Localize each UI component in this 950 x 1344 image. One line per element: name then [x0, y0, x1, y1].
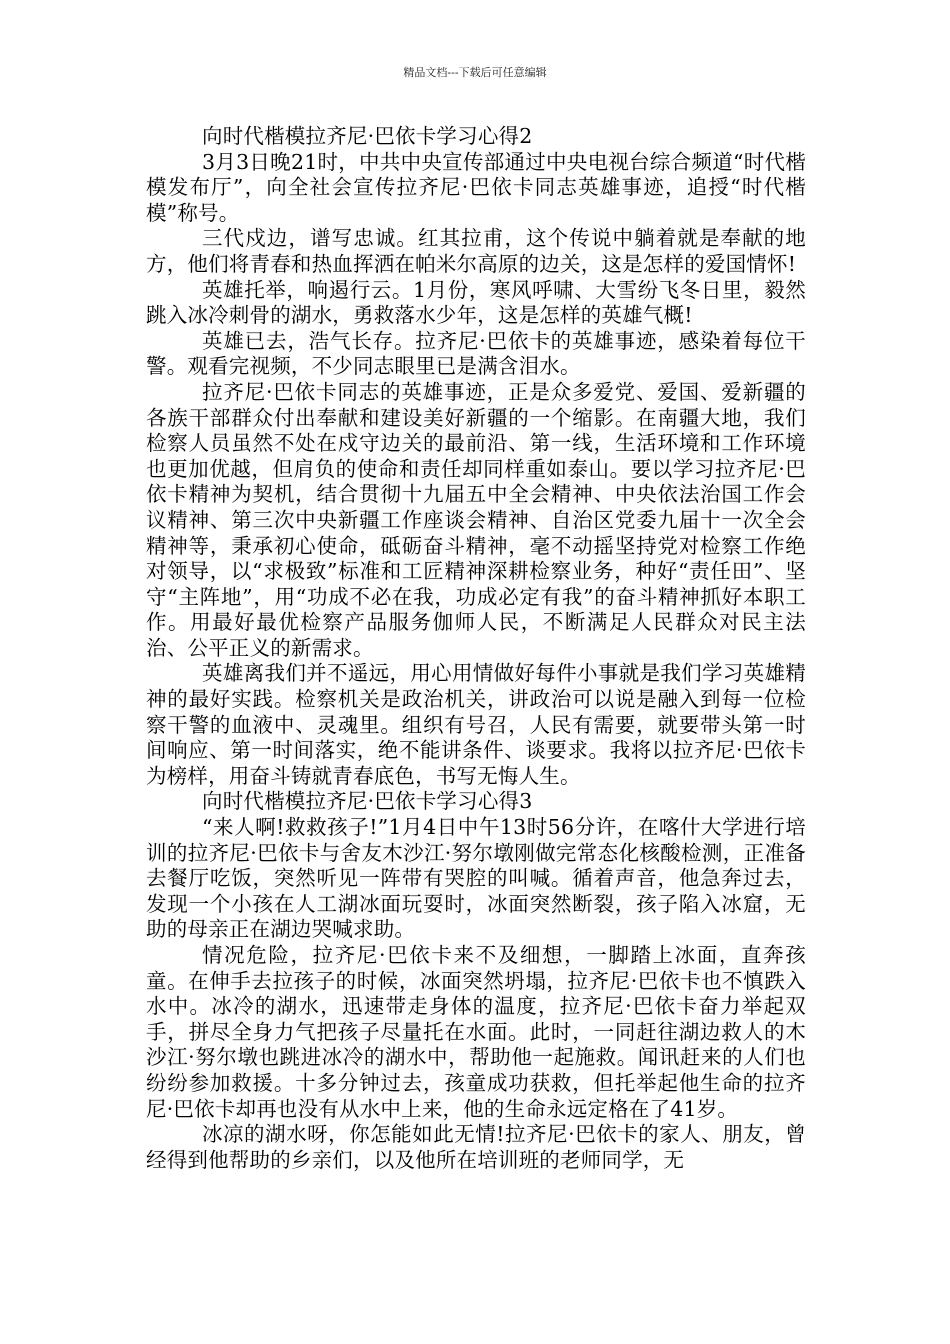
paragraph: 情况危险，拉齐尼·巴依卡来不及细想，一脚踏上冰面，直奔孩童。在伸手去拉孩子的时候，冰面突然坍塌，拉齐尼·巴依卡也不慎跌入水中。冰冷的湖水，迅速带走身体的温度，拉齐尼·巴依卡奋力举起双手，拼尽全身力气把孩子尽量托在水面。此时，一同赶往湖边救人的木沙江·努尔墩也跳进冰冷的湖水中，帮助他一起施救。闻讯赶来的人们也纷纷参加救援。十多分钟过去，孩童成功获救，但托举起他生命的拉齐尼·巴依卡却再也没有从水中上来，他的生命永远定格在了41岁。: [146, 943, 806, 1121]
paragraph: 三代戍边，谱写忠诚。红其拉甫，这个传说中躺着就是奉献的地方，他们将青春和热血挥洒在帕米尔高原的边关，这是怎样的爱国情怀!: [146, 226, 806, 276]
section-title-2: 向时代楷模拉齐尼·巴依卡学习心得2: [202, 124, 533, 148]
document-body: [146, 124, 806, 1173]
paragraph: 英雄托举，响遏行云。1月份，寒风呼啸、大雪纷飞冬日里，毅然跳入冰冷刺骨的湖水，勇救落水少年，这是怎样的英雄气概!: [146, 277, 806, 328]
section-title-3: 向时代楷模拉齐尼·巴依卡学习心得3: [202, 789, 533, 814]
paragraph: “来人啊!救救孩子!”1月4日中午13时56分许，在喀什大学进行培训的拉齐尼·巴依卡与舍友木沙江·努尔墩刚做完常态化核酸检测，正准备去餐厅吃饭，突然听见一阵带有哭腔的叫喊。循着声音，他急奔过去，发现一个小孩在人工湖冰面玩耍时，冰面突然断裂，孩子陷入冰窟，无助的母亲正在湖边哭喊求助。: [146, 815, 806, 942]
paragraph: 3月3日晚21时，中共中央宣传部通过中央电视台综合频道“时代楷模发布厅”，向全社会宣传拉齐尼·巴依卡同志英雄事迹，追授“时代楷模”称号。: [146, 149, 806, 225]
paragraph: 拉齐尼·巴依卡同志的英雄事迹，正是众多爱党、爱国、爱新疆的各族干部群众付出奉献和建设美好新疆的一个缩影。在南疆大地，我们检察人员虽然不处在戍守边关的最前沿、第一线，生活环境和工作环境也更加优越，但肩负的使命和责任却同样重如泰山。要以学习拉齐尼·巴依卡精神为契机，结合贯彻十九届五中全会精神、中央依法治国工作会议精神、第三次中央新疆工作座谈会精神、自治区党委九届十一次全会精神等，秉承初心使命，砥砺奋斗精神，毫不动摇坚持党对检察工作绝对领导，以“求极致”标准和工匠精神深耕检察业务，种好“责任田”、坚守“主阵地”，用“功成不必在我，功成必定有我”的奋斗精神抓好本职工作。用最好最优检察产品服务伽师人民，不断满足人民群众对民主法治、公平正义的新需求。: [146, 379, 806, 660]
paragraph: 冰凉的湖水呀，你怎能如此无情!拉齐尼·巴依卡的家人、朋友，曾经得到他帮助的乡亲们，以及他所在培训班的老师同学，无: [146, 1122, 806, 1172]
paragraph: 英雄离我们并不遥远，用心用情做好每件小事就是我们学习英雄精神的最好实践。检察机关是政治机关，讲政治可以说是融入到每一位检察干警的血液中、灵魂里。组织有号召，人民有需要，就要带头第一时间响应、第一时间落实，绝不能讲条件、谈要求。我将以拉齐尼·巴依卡为榜样，用奋斗铸就青春底色，书写无悔人生。: [146, 661, 806, 788]
page-header: 精品文档---下载后可任意编辑: [403, 66, 547, 79]
paragraph: 英雄已去，浩气长存。拉齐尼·巴依卡的英雄事迹，感染着每位干警。观看完视频，不少同志眼里已是满含泪水。: [146, 328, 806, 379]
